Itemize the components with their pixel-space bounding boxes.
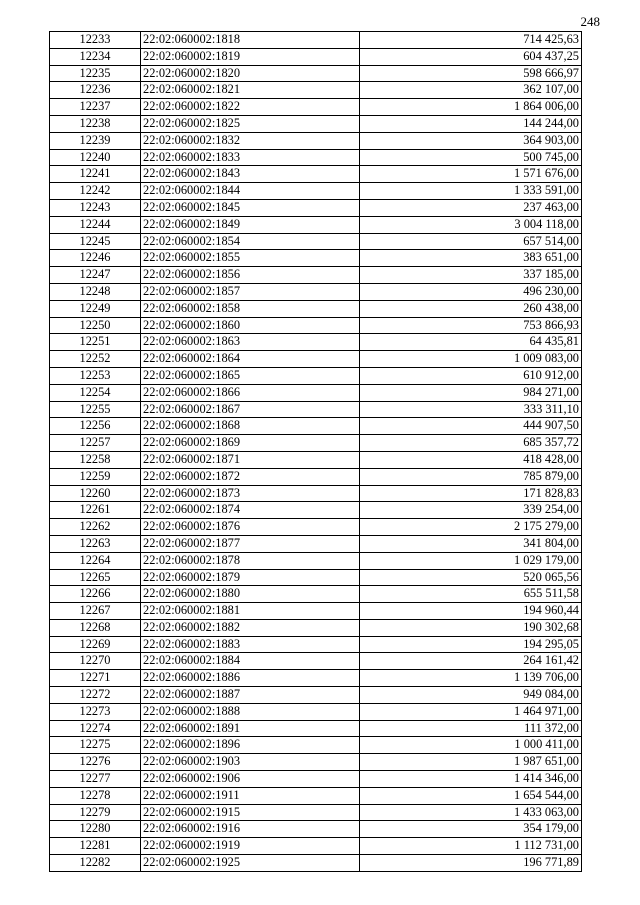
row-number-cell: 12279	[50, 804, 141, 821]
cadastral-number-cell: 22:02:060002:1886	[141, 670, 360, 687]
row-number-cell: 12240	[50, 149, 141, 166]
cadastral-number-cell: 22:02:060002:1880	[141, 586, 360, 603]
cadastral-value-cell: 984 271,00	[360, 384, 582, 401]
table-row	[50, 283, 582, 300]
cadastral-value-cell: 1 009 083,00	[360, 351, 582, 368]
table-row	[50, 115, 582, 132]
table-row	[50, 367, 582, 384]
cadastral-value-cell: 657 514,00	[360, 233, 582, 250]
cadastral-value-cell: 237 463,00	[360, 199, 582, 216]
cadastral-number-cell: 22:02:060002:1843	[141, 166, 360, 183]
cadastral-number-cell: 22:02:060002:1915	[141, 804, 360, 821]
cadastral-number-cell: 22:02:060002:1855	[141, 250, 360, 267]
cadastral-value-cell: 496 230,00	[360, 283, 582, 300]
table-row	[50, 351, 582, 368]
cadastral-value-cell: 337 185,00	[360, 267, 582, 284]
cadastral-value-cell: 194 960,44	[360, 603, 582, 620]
table-row	[50, 132, 582, 149]
row-number-cell: 12275	[50, 737, 141, 754]
row-number-cell: 12277	[50, 771, 141, 788]
cadastral-value-cell: 1 864 006,00	[360, 99, 582, 116]
cadastral-number-cell: 22:02:060002:1854	[141, 233, 360, 250]
table-row	[50, 65, 582, 82]
row-number-cell: 12281	[50, 838, 141, 855]
cadastral-number-cell: 22:02:060002:1821	[141, 82, 360, 99]
cadastral-value-cell: 1 571 676,00	[360, 166, 582, 183]
cadastral-number-cell: 22:02:060002:1896	[141, 737, 360, 754]
cadastral-value-cell: 111 372,00	[360, 720, 582, 737]
cadastral-value-cell: 610 912,00	[360, 367, 582, 384]
row-number-cell: 12254	[50, 384, 141, 401]
cadastral-value-cell: 1 414 346,00	[360, 771, 582, 788]
row-number-cell: 12282	[50, 855, 141, 872]
cadastral-number-cell: 22:02:060002:1819	[141, 48, 360, 65]
row-number-cell: 12258	[50, 451, 141, 468]
table-row	[50, 216, 582, 233]
row-number-cell: 12252	[50, 351, 141, 368]
cadastral-value-cell: 354 179,00	[360, 821, 582, 838]
row-number-cell: 12265	[50, 569, 141, 586]
cadastral-value-cell: 144 244,00	[360, 115, 582, 132]
cadastral-number-cell: 22:02:060002:1868	[141, 418, 360, 435]
row-number-cell: 12233	[50, 32, 141, 49]
cadastral-value-cell: 1 987 651,00	[360, 754, 582, 771]
row-number-cell: 12253	[50, 367, 141, 384]
table-row	[50, 199, 582, 216]
row-number-cell: 12244	[50, 216, 141, 233]
cadastral-value-cell: 418 428,00	[360, 451, 582, 468]
cadastral-number-cell: 22:02:060002:1825	[141, 115, 360, 132]
cadastral-value-cell: 2 175 279,00	[360, 519, 582, 536]
cadastral-number-cell: 22:02:060002:1888	[141, 703, 360, 720]
table-row	[50, 586, 582, 603]
cadastral-number-cell: 22:02:060002:1849	[141, 216, 360, 233]
row-number-cell: 12261	[50, 502, 141, 519]
cadastral-number-cell: 22:02:060002:1916	[141, 821, 360, 838]
table-row	[50, 317, 582, 334]
row-number-cell: 12239	[50, 132, 141, 149]
cadastral-number-cell: 22:02:060002:1873	[141, 485, 360, 502]
page-number: 248	[580, 14, 600, 29]
cadastral-number-cell: 22:02:060002:1883	[141, 636, 360, 653]
table-row	[50, 48, 582, 65]
table-row	[50, 435, 582, 452]
row-number-cell: 12263	[50, 535, 141, 552]
cadastral-number-cell: 22:02:060002:1863	[141, 334, 360, 351]
cadastral-value-cell: 1 029 179,00	[360, 552, 582, 569]
row-number-cell: 12272	[50, 687, 141, 704]
cadastral-value-cell: 520 065,56	[360, 569, 582, 586]
cadastral-value-cell: 362 107,00	[360, 82, 582, 99]
row-number-cell: 12237	[50, 99, 141, 116]
cadastral-value-cell: 685 357,72	[360, 435, 582, 452]
table-row	[50, 502, 582, 519]
cadastral-value-cell: 171 828,83	[360, 485, 582, 502]
row-number-cell: 12268	[50, 619, 141, 636]
cadastral-number-cell: 22:02:060002:1919	[141, 838, 360, 855]
row-number-cell: 12248	[50, 283, 141, 300]
cadastral-number-cell: 22:02:060002:1872	[141, 468, 360, 485]
row-number-cell: 12246	[50, 250, 141, 267]
cadastral-number-cell: 22:02:060002:1856	[141, 267, 360, 284]
row-number-cell: 12276	[50, 754, 141, 771]
table-row	[50, 233, 582, 250]
table-row	[50, 720, 582, 737]
row-number-cell: 12238	[50, 115, 141, 132]
table-row	[50, 384, 582, 401]
cadastral-number-cell: 22:02:060002:1874	[141, 502, 360, 519]
cadastral-number-cell: 22:02:060002:1876	[141, 519, 360, 536]
table-body	[50, 32, 582, 872]
row-number-cell: 12235	[50, 65, 141, 82]
table-row	[50, 737, 582, 754]
cadastral-value-cell: 64 435,81	[360, 334, 582, 351]
row-number-cell: 12274	[50, 720, 141, 737]
cadastral-number-cell: 22:02:060002:1925	[141, 855, 360, 872]
cadastral-number-cell: 22:02:060002:1877	[141, 535, 360, 552]
cadastral-number-cell: 22:02:060002:1822	[141, 99, 360, 116]
cadastral-value-cell: 949 084,00	[360, 687, 582, 704]
row-number-cell: 12271	[50, 670, 141, 687]
cadastral-number-cell: 22:02:060002:1871	[141, 451, 360, 468]
cadastral-number-cell: 22:02:060002:1833	[141, 149, 360, 166]
cadastral-number-cell: 22:02:060002:1887	[141, 687, 360, 704]
table-row	[50, 754, 582, 771]
cadastral-number-cell: 22:02:060002:1869	[141, 435, 360, 452]
row-number-cell: 12262	[50, 519, 141, 536]
row-number-cell: 12234	[50, 48, 141, 65]
cadastral-value-cell: 714 425,63	[360, 32, 582, 49]
table-row	[50, 149, 582, 166]
cadastral-number-cell: 22:02:060002:1866	[141, 384, 360, 401]
table-row	[50, 485, 582, 502]
cadastral-number-cell: 22:02:060002:1881	[141, 603, 360, 620]
row-number-cell: 12269	[50, 636, 141, 653]
cadastral-number-cell: 22:02:060002:1845	[141, 199, 360, 216]
table-row	[50, 468, 582, 485]
cadastral-value-cell: 753 866,93	[360, 317, 582, 334]
table-row	[50, 267, 582, 284]
table-row	[50, 787, 582, 804]
table-row	[50, 451, 582, 468]
row-number-cell: 12278	[50, 787, 141, 804]
row-number-cell: 12241	[50, 166, 141, 183]
cadastral-number-cell: 22:02:060002:1879	[141, 569, 360, 586]
cadastral-number-cell: 22:02:060002:1891	[141, 720, 360, 737]
cadastral-value-cell: 500 745,00	[360, 149, 582, 166]
row-number-cell: 12257	[50, 435, 141, 452]
table-row	[50, 183, 582, 200]
cadastral-value-cell: 339 254,00	[360, 502, 582, 519]
cadastral-number-cell: 22:02:060002:1911	[141, 787, 360, 804]
cadastral-value-cell: 196 771,89	[360, 855, 582, 872]
row-number-cell: 12247	[50, 267, 141, 284]
table-row	[50, 804, 582, 821]
table-row	[50, 166, 582, 183]
cadastral-value-cell: 264 161,42	[360, 653, 582, 670]
cadastral-number-cell: 22:02:060002:1867	[141, 401, 360, 418]
row-number-cell: 12255	[50, 401, 141, 418]
table-row	[50, 32, 582, 49]
row-number-cell: 12251	[50, 334, 141, 351]
table-row	[50, 821, 582, 838]
table-row	[50, 687, 582, 704]
row-number-cell: 12242	[50, 183, 141, 200]
cadastral-value-cell: 260 438,00	[360, 300, 582, 317]
table-row	[50, 603, 582, 620]
row-number-cell: 12236	[50, 82, 141, 99]
table-row	[50, 569, 582, 586]
row-number-cell: 12260	[50, 485, 141, 502]
cadastral-value-cell: 364 903,00	[360, 132, 582, 149]
row-number-cell: 12270	[50, 653, 141, 670]
cadastral-number-cell: 22:02:060002:1906	[141, 771, 360, 788]
row-number-cell: 12280	[50, 821, 141, 838]
table-row	[50, 552, 582, 569]
cadastral-value-cell: 444 907,50	[360, 418, 582, 435]
cadastral-value-cell: 1 333 591,00	[360, 183, 582, 200]
row-number-cell: 12264	[50, 552, 141, 569]
row-number-cell: 12249	[50, 300, 141, 317]
cadastral-value-cell: 1 000 411,00	[360, 737, 582, 754]
cadastral-value-cell: 341 804,00	[360, 535, 582, 552]
table-row	[50, 334, 582, 351]
cadastral-value-cell: 383 651,00	[360, 250, 582, 267]
table-row	[50, 619, 582, 636]
table-row	[50, 250, 582, 267]
table-row	[50, 771, 582, 788]
cadastral-value-cell: 3 004 118,00	[360, 216, 582, 233]
cadastral-number-cell: 22:02:060002:1865	[141, 367, 360, 384]
cadastral-value-cell: 1 464 971,00	[360, 703, 582, 720]
table-row	[50, 855, 582, 872]
table-row	[50, 418, 582, 435]
cadastral-value-cell: 1 112 731,00	[360, 838, 582, 855]
cadastral-number-cell: 22:02:060002:1818	[141, 32, 360, 49]
cadastral-value-cell: 1 139 706,00	[360, 670, 582, 687]
table-row	[50, 519, 582, 536]
cadastral-number-cell: 22:02:060002:1864	[141, 351, 360, 368]
table-row	[50, 535, 582, 552]
table-row	[50, 670, 582, 687]
row-number-cell: 12245	[50, 233, 141, 250]
table-row	[50, 401, 582, 418]
cadastral-value-cell: 655 511,58	[360, 586, 582, 603]
cadastral-value-cell: 785 879,00	[360, 468, 582, 485]
row-number-cell: 12250	[50, 317, 141, 334]
row-number-cell: 12273	[50, 703, 141, 720]
cadastral-value-cell: 333 311,10	[360, 401, 582, 418]
cadastral-value-cell: 190 302,68	[360, 619, 582, 636]
table-row	[50, 82, 582, 99]
cadastral-value-cell: 1 654 544,00	[360, 787, 582, 804]
table-row	[50, 99, 582, 116]
table-row	[50, 636, 582, 653]
row-number-cell: 12266	[50, 586, 141, 603]
row-number-cell: 12243	[50, 199, 141, 216]
table-row	[50, 703, 582, 720]
cadastral-number-cell: 22:02:060002:1820	[141, 65, 360, 82]
cadastral-number-cell: 22:02:060002:1903	[141, 754, 360, 771]
row-number-cell: 12267	[50, 603, 141, 620]
table-row	[50, 653, 582, 670]
row-number-cell: 12259	[50, 468, 141, 485]
row-number-cell: 12256	[50, 418, 141, 435]
cadastral-value-cell: 604 437,25	[360, 48, 582, 65]
cadastral-number-cell: 22:02:060002:1832	[141, 132, 360, 149]
cadastral-number-cell: 22:02:060002:1858	[141, 300, 360, 317]
cadastral-value-cell: 1 433 063,00	[360, 804, 582, 821]
cadastral-number-cell: 22:02:060002:1844	[141, 183, 360, 200]
cadastral-value-table	[49, 31, 582, 872]
cadastral-number-cell: 22:02:060002:1860	[141, 317, 360, 334]
table-row	[50, 300, 582, 317]
table-row	[50, 838, 582, 855]
cadastral-number-cell: 22:02:060002:1882	[141, 619, 360, 636]
cadastral-value-cell: 598 666,97	[360, 65, 582, 82]
cadastral-number-cell: 22:02:060002:1857	[141, 283, 360, 300]
cadastral-number-cell: 22:02:060002:1878	[141, 552, 360, 569]
cadastral-value-cell: 194 295,05	[360, 636, 582, 653]
cadastral-number-cell: 22:02:060002:1884	[141, 653, 360, 670]
